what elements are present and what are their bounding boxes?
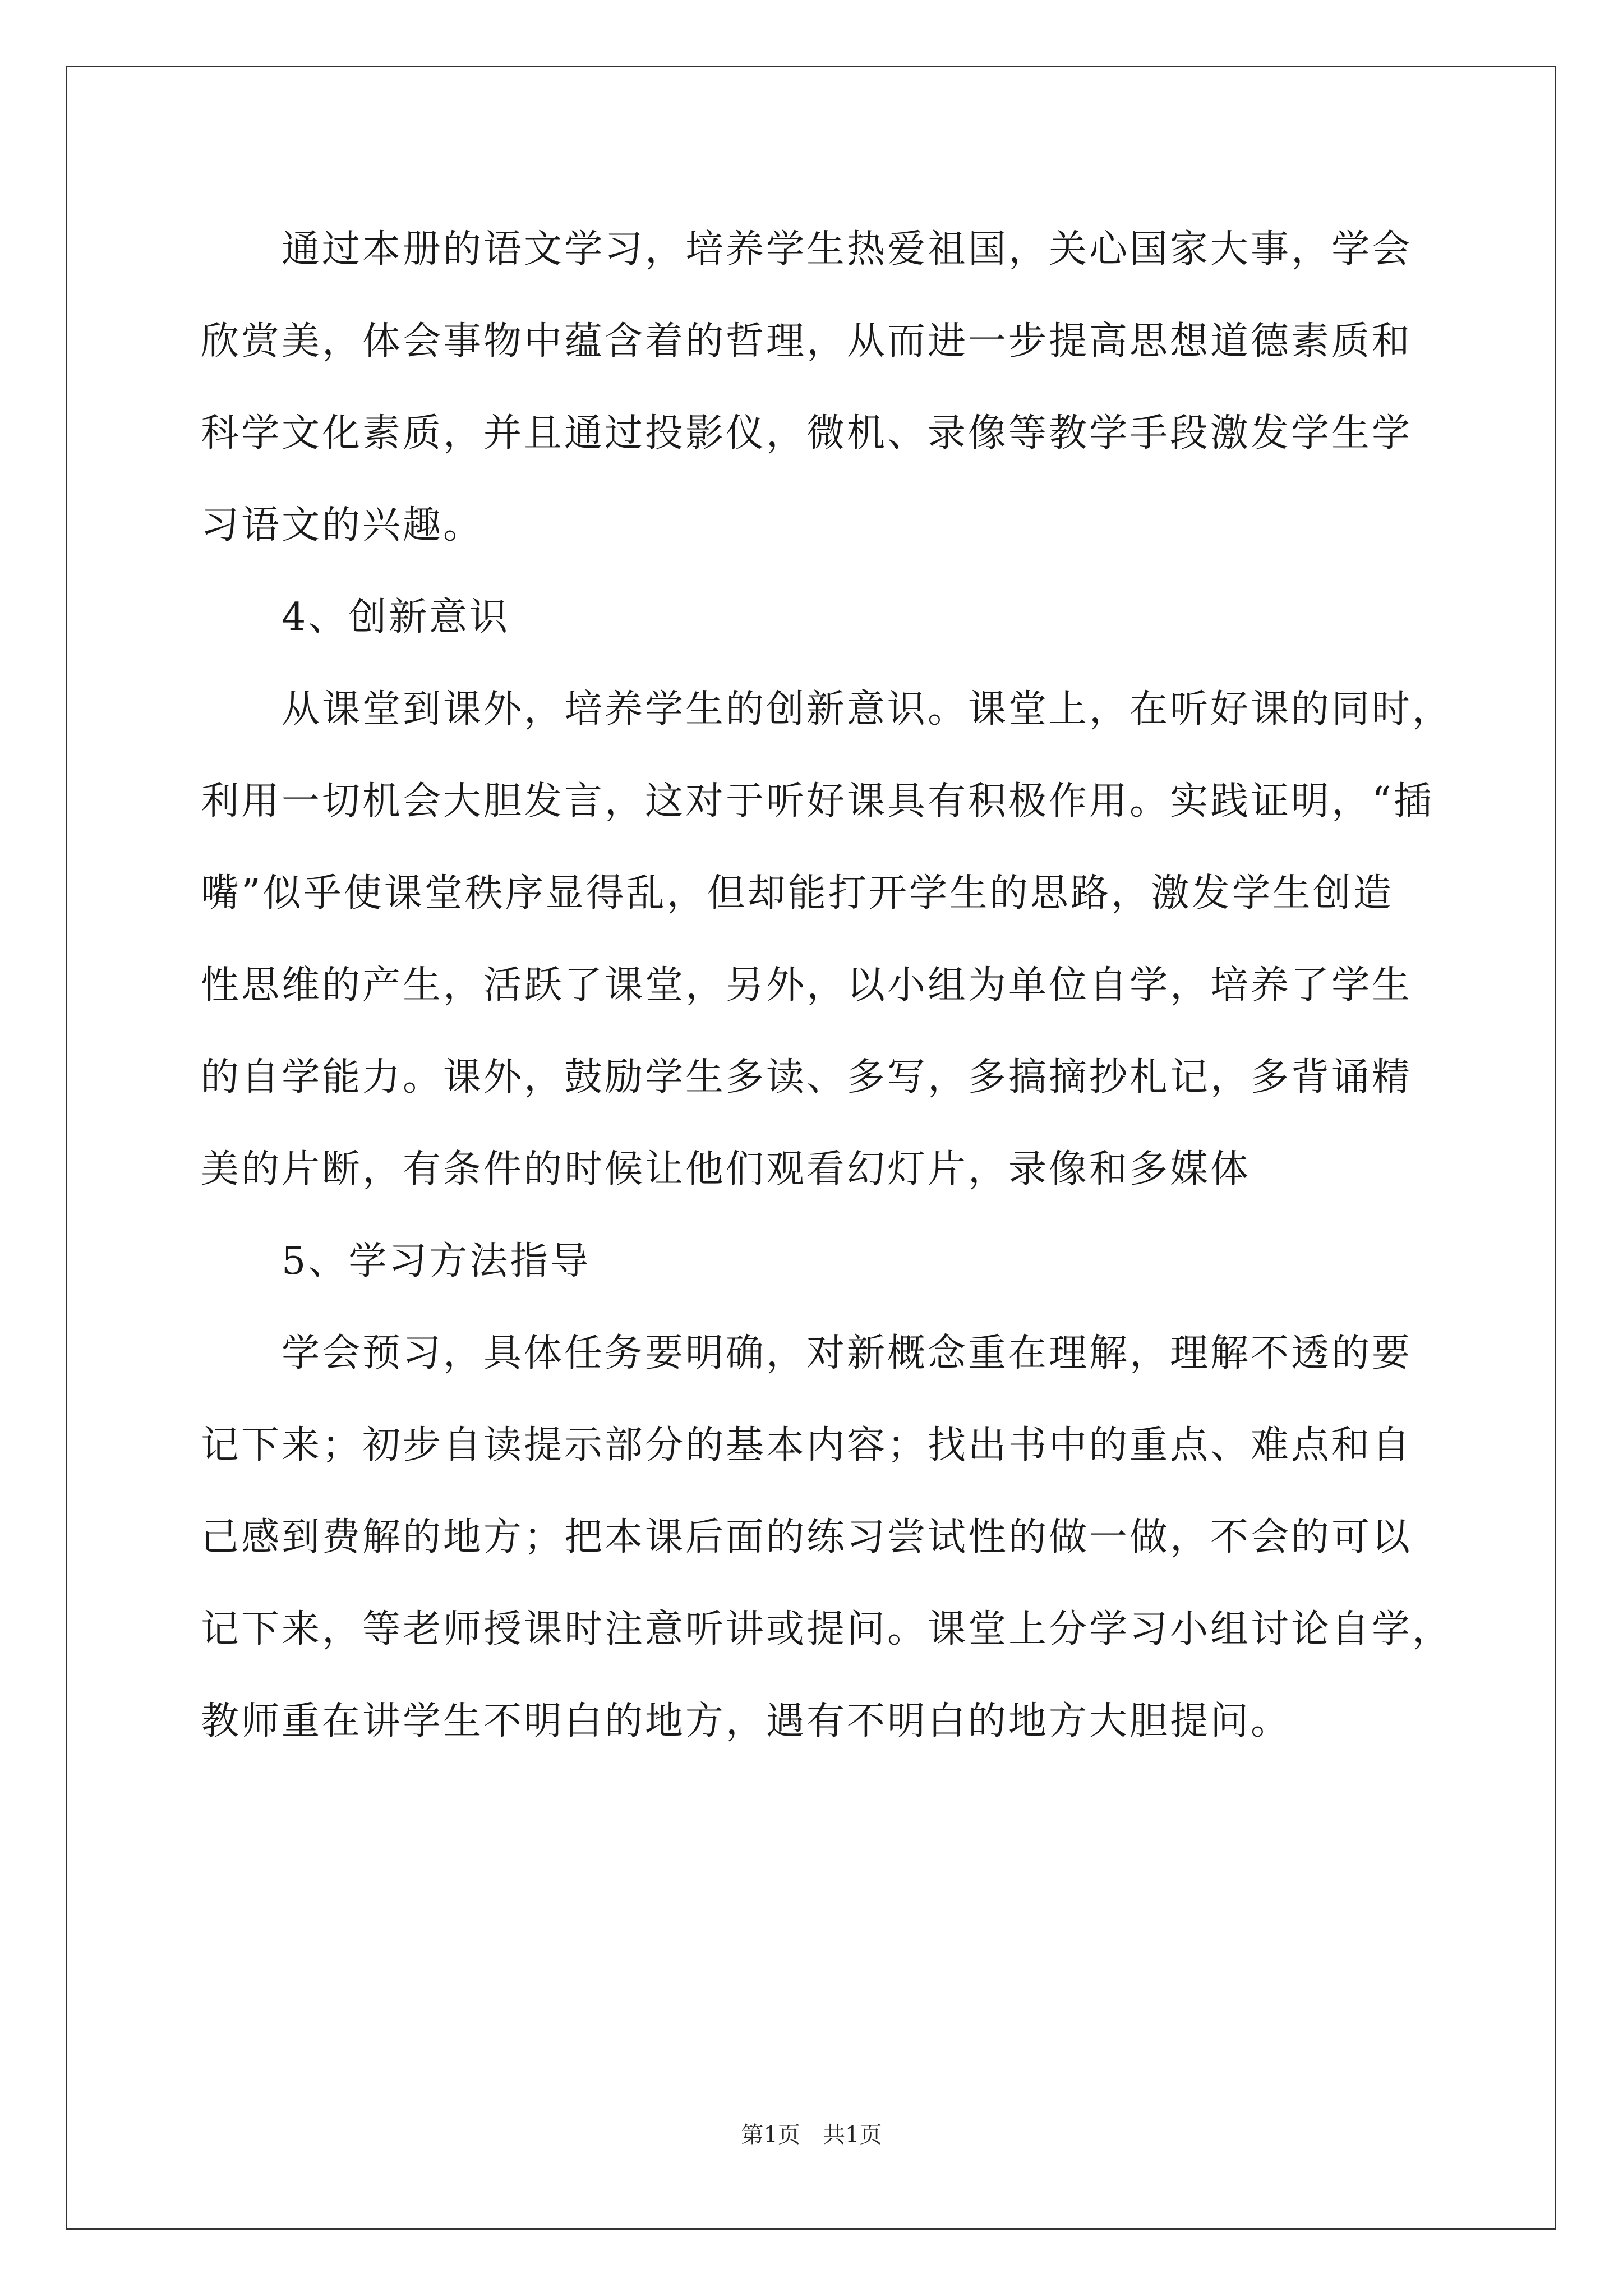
paragraph-1-line-3: 科学文化素质，并且通过投影仪，微机、录像等教学手段激发学生学 [201,411,1413,455]
section-heading-5: 5、学习方法指导 [282,1239,591,1283]
paragraph-1-line-4: 习语文的兴趣。 [201,503,484,547]
paragraph-3-line-2: 记下来；初步自读提示部分的基本内容；找出书中的重点、难点和自 [201,1423,1413,1467]
paragraph-1-line-1: 通过本册的语文学习，培养学生热爱祖国，关心国家大事，学会 [282,227,1413,272]
paragraph-3-line-5: 教师重在讲学生不明白的地方，遇有不明白的地方大胆提问。 [201,1699,1292,1743]
paragraph-3-line-4: 记下来，等老师授课时注意听讲或提问。课堂上分学习小组讨论自学， [201,1607,1453,1651]
section-heading-4: 4、创新意识 [282,595,510,639]
paragraph-2-line-2: 利用一切机会大胆发言，这对于听好课具有积极作用。实践证明，“插 [201,779,1434,823]
paragraph-3-line-1: 学会预习，具体任务要明确，对新概念重在理解，理解不透的要 [282,1331,1413,1375]
paragraph-2-line-5: 的自学能力。课外，鼓励学生多读、多写，多搞摘抄札记，多背诵精 [201,1055,1413,1099]
paragraph-2-line-3: 嘴”似乎使课堂秩序显得乱，但却能打开学生的思路，激发学生创造 [201,871,1394,915]
page-number-footer: 第1页 共1页 [741,2122,882,2148]
paragraph-2-line-1: 从课堂到课外，培养学生的创新意识。课堂上，在听好课的同时， [282,687,1453,731]
paragraph-3-line-3: 己感到费解的地方；把本课后面的练习尝试性的做一做，不会的可以 [201,1515,1413,1559]
paragraph-1-line-2: 欣赏美，体会事物中蕴含着的哲理，从而进一步提高思想道德素质和 [201,319,1413,364]
paragraph-2-line-4: 性思维的产生，活跃了课堂，另外，以小组为单位自学，培养了学生 [201,963,1413,1007]
paragraph-2-line-6: 美的片断，有条件的时候让他们观看幻灯片，录像和多媒体 [201,1147,1251,1191]
